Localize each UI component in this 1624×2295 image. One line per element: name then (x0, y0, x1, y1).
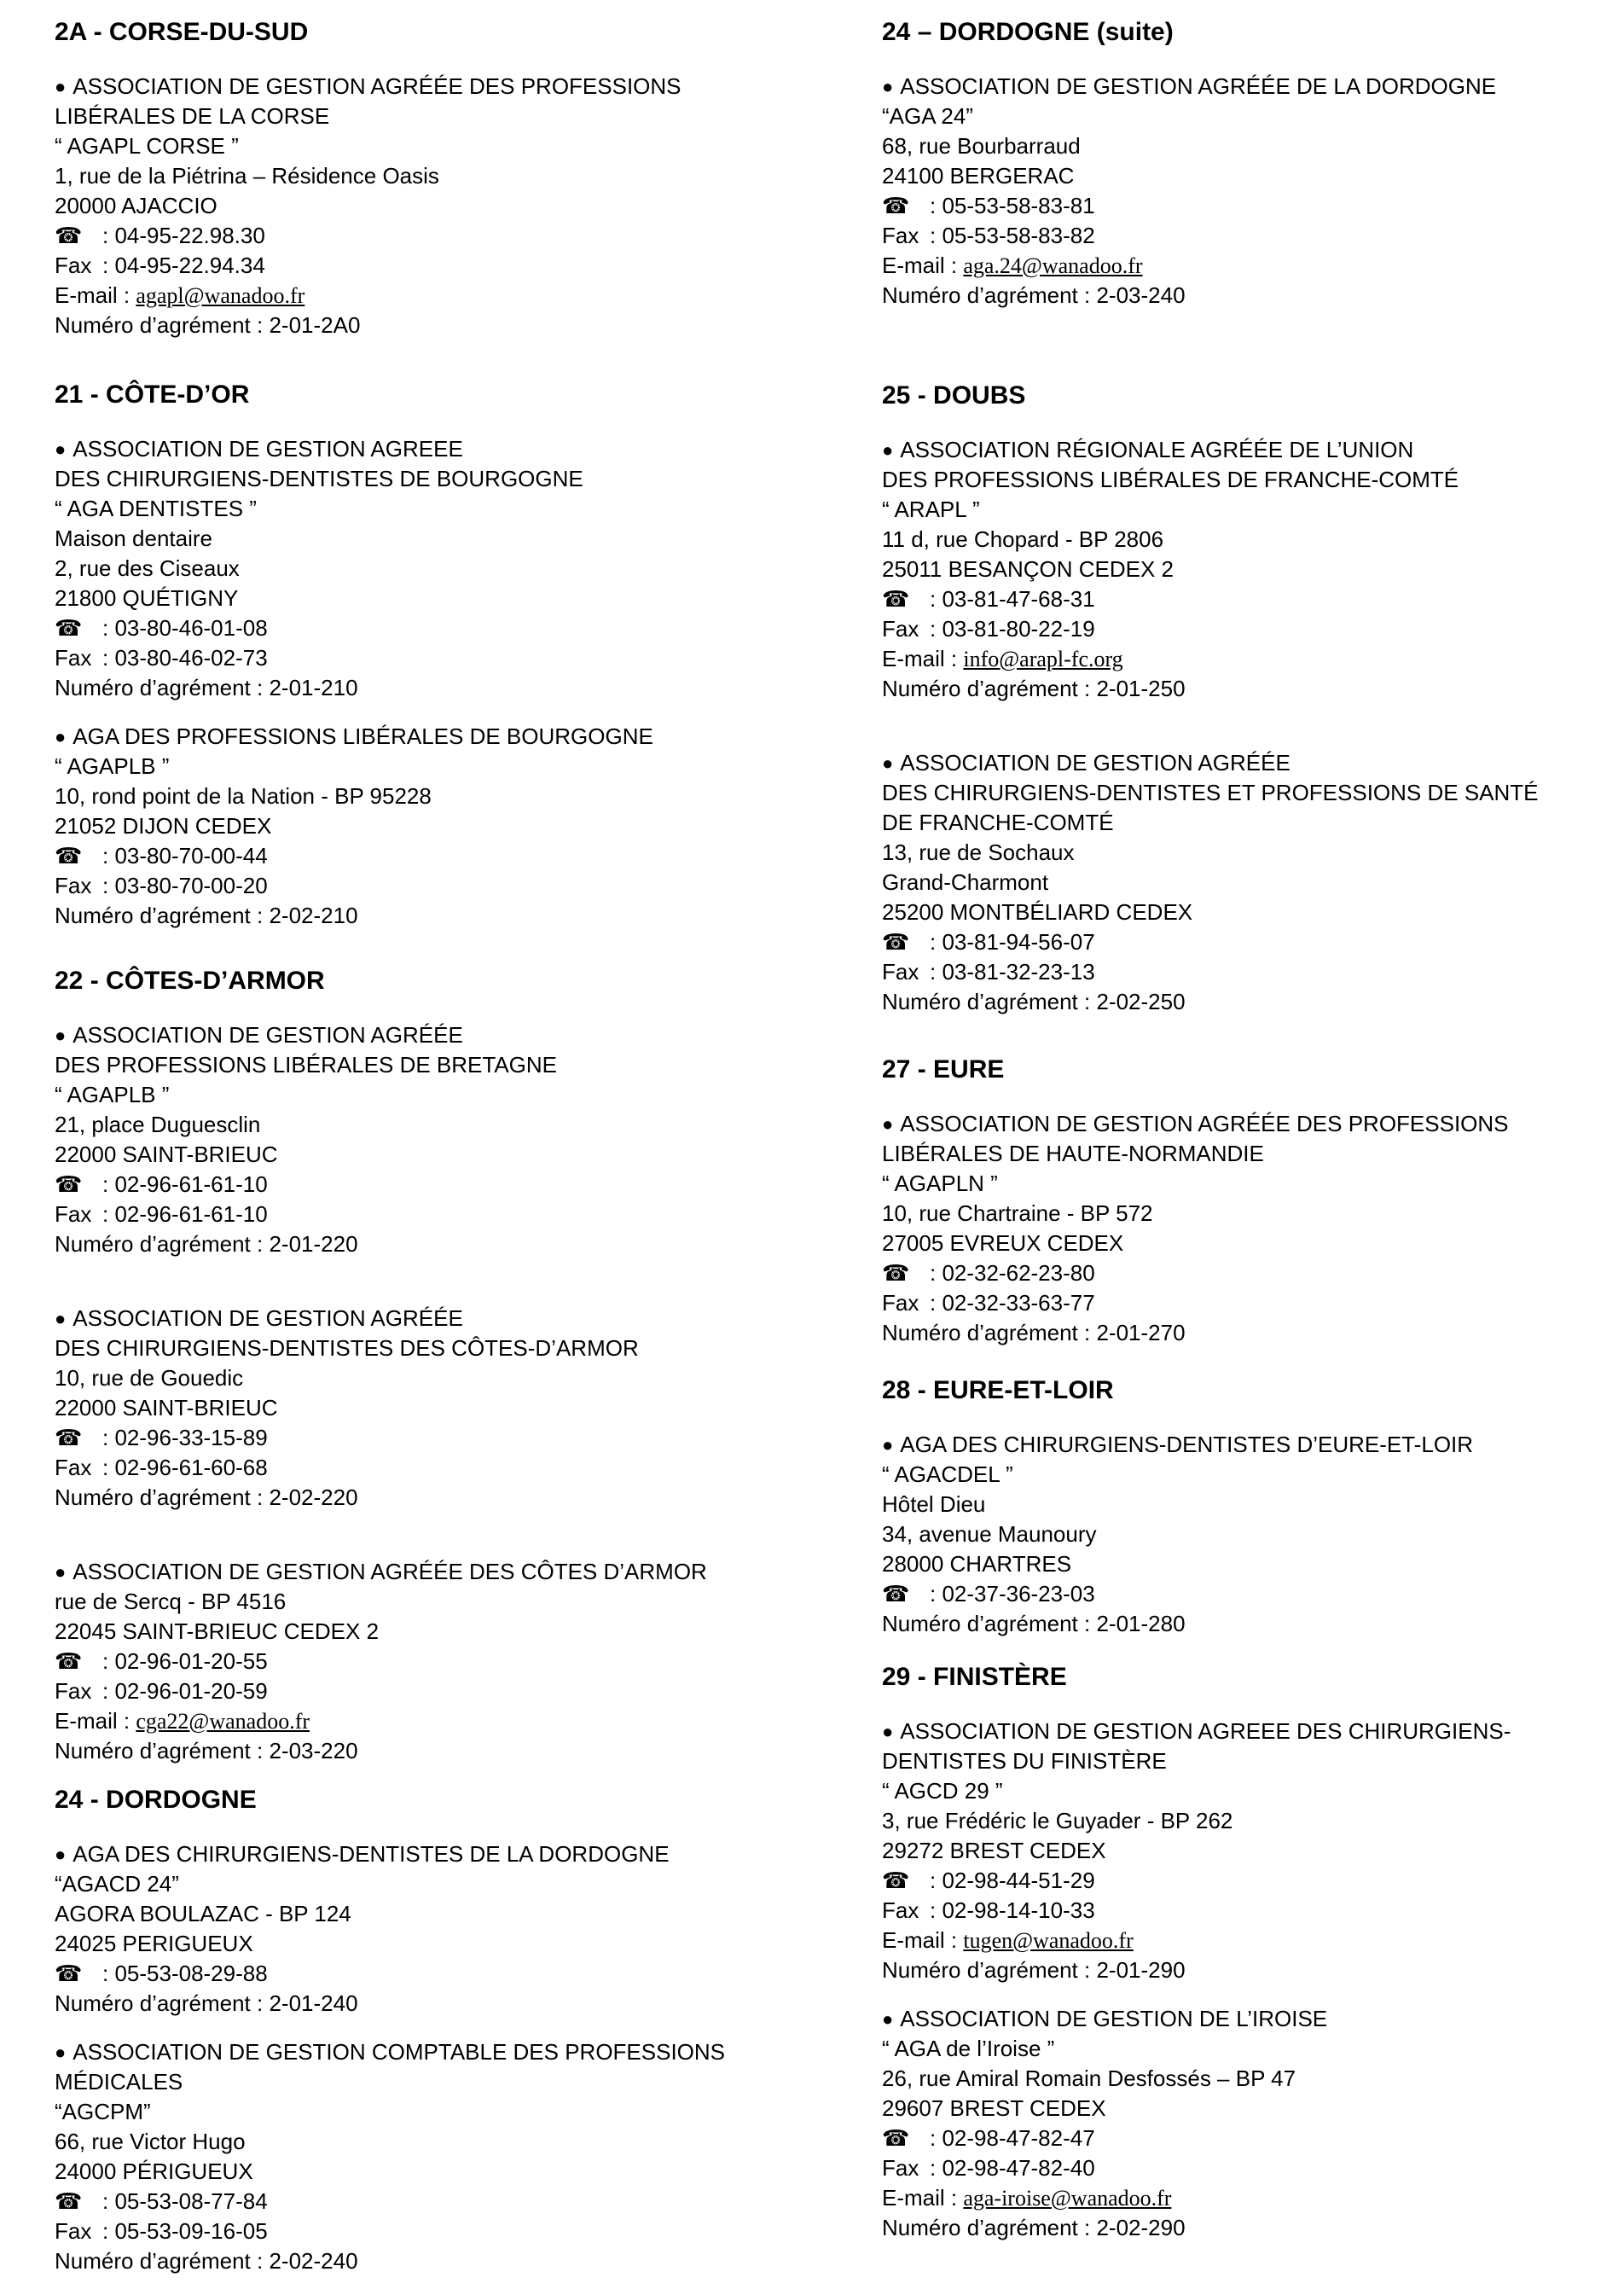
approval-number: 2-01-210 (269, 675, 358, 700)
approval-number: 2-01-280 (1096, 1611, 1186, 1636)
association-name-line: ● AGA DES PROFESSIONS LIBÉRALES DE BOURGOGNE (55, 722, 822, 752)
fax-number: : 05-53-09-16-05 (102, 2218, 268, 2244)
phone-icon: ☎ (55, 1961, 83, 1986)
fax-number: : 03-81-32-23-13 (930, 959, 1095, 985)
association-name-line: ● ASSOCIATION DE GESTION AGRÉÉE DES PROFESSIONS (55, 72, 822, 102)
phone-number: : 02-96-61-61-10 (102, 1171, 268, 1197)
phone-icon: ☎ (882, 1260, 910, 1286)
section-title: 21 - CÔTE-D’OR (55, 381, 250, 409)
entry-line: 2, rue des Ciseaux (55, 555, 240, 581)
association-name-line: ● ASSOCIATION DE GESTION AGREEE DES CHIRURGIENS- (882, 1717, 1615, 1746)
phone-number: : 03-80-70-00-44 (102, 843, 268, 869)
fax-number: : 03-80-46-02-73 (102, 645, 268, 671)
approval-number: 2-02-250 (1096, 989, 1186, 1014)
association-name-line: ● ASSOCIATION DE GESTION DE L’IROISE (882, 2004, 1615, 2034)
fax-row (55, 871, 822, 901)
entry-line: DE FRANCHE-COMTÉ (882, 810, 1114, 835)
fax-label: Fax (55, 1455, 92, 1480)
phone-icon: ☎ (55, 843, 83, 869)
entry-line: rue de Sercq - BP 4516 (55, 1589, 287, 1614)
entry-line: 24100 BERGERAC (882, 163, 1075, 189)
email-link[interactable]: tugen@wanadoo.fr (963, 1928, 1134, 1953)
entry-line: “ AGACDEL ” (882, 1461, 1013, 1487)
association-name-line: ● ASSOCIATION DE GESTION COMPTABLE DES PROFESSIONS (55, 2037, 822, 2067)
email-link[interactable]: aga.24@wanadoo.fr (963, 253, 1143, 278)
section-title: 24 – DORDOGNE (suite) (882, 18, 1174, 46)
fax-label: Fax (55, 1201, 92, 1227)
fax-label: Fax (882, 1290, 919, 1316)
entry-line: DES CHIRURGIENS-DENTISTES DE BOURGOGNE (55, 466, 583, 491)
approval-number: 2-01-240 (269, 1990, 358, 2016)
phone-icon: ☎ (55, 1425, 83, 1450)
association-entry (55, 722, 822, 931)
fax-row (55, 643, 822, 673)
section-27 (882, 1055, 1615, 1367)
fax-number: : 02-32-33-63-77 (930, 1290, 1095, 1316)
phone-icon: ☎ (55, 2188, 83, 2214)
entry-line: 66, rue Victor Hugo (55, 2129, 246, 2154)
phone-number: : 02-37-36-23-03 (930, 1581, 1095, 1606)
entry-line: 10, rue de Gouedic (55, 1365, 244, 1391)
entry-line: Grand-Charmont (882, 869, 1049, 895)
entry-line: 25011 BESANÇON CEDEX 2 (882, 556, 1174, 582)
fax-number: : 02-96-61-60-68 (102, 1455, 268, 1480)
approval-row: Numéro d’agrément : 2-01-270 (882, 1320, 1186, 1345)
approval-number: 2-02-240 (269, 2248, 358, 2274)
phone-icon: ☎ (55, 223, 83, 248)
phone-icon: ☎ (882, 193, 910, 218)
email-link[interactable]: aga-iroise@wanadoo.fr (963, 2186, 1172, 2211)
entry-line: 24025 PERIGUEUX (55, 1931, 253, 1956)
phone-icon: ☎ (882, 929, 910, 955)
entry-line: LIBÉRALES DE HAUTE-NORMANDIE (882, 1141, 1264, 1166)
approval-number: 2-01-270 (1096, 1320, 1186, 1345)
fax-number: : 02-96-01-20-59 (102, 1678, 268, 1704)
phone-number: : 05-53-58-83-81 (930, 193, 1095, 218)
entry-line: 20000 AJACCIO (55, 193, 218, 218)
email-link[interactable]: agapl@wanadoo.fr (136, 283, 305, 308)
fax-label: Fax (55, 645, 92, 671)
association-name-line: ● AGA DES CHIRURGIENS-DENTISTES D’EURE-ET-LOIR (882, 1430, 1615, 1460)
phone-number: : 04-95-22.98.30 (102, 223, 265, 248)
bullet-icon: ● (882, 1113, 894, 1135)
phone-number: : 02-98-47-82-47 (930, 2125, 1095, 2151)
fax-number: : 02-96-61-61-10 (102, 1201, 268, 1227)
fax-row (882, 2153, 1615, 2183)
fax-number: : 02-98-47-82-40 (930, 2155, 1095, 2181)
fax-row (882, 1896, 1615, 1926)
association-name-line: ● ASSOCIATION DE GESTION AGRÉÉE (55, 1020, 822, 1050)
approval-number: 2-01-290 (1096, 1957, 1186, 1983)
phone-number: : 03-80-46-01-08 (102, 615, 268, 641)
phone-row (55, 221, 822, 251)
section-title: 22 - CÔTES-D’ARMOR (55, 967, 325, 995)
email-link[interactable]: cga22@wanadoo.fr (136, 1709, 310, 1734)
fax-label: Fax (882, 959, 919, 985)
association-name-line: ● ASSOCIATION DE GESTION AGRÉÉE DES PROFESSIONS (882, 1109, 1615, 1139)
phone-row (882, 2124, 1615, 2153)
association-entry (55, 1020, 822, 1259)
entry-line: DES CHIRURGIENS-DENTISTES ET PROFESSIONS DE SANTÉ (882, 780, 1539, 805)
bullet-icon: ● (55, 76, 67, 97)
fax-row (55, 2217, 822, 2246)
phone-row (55, 613, 822, 643)
association-entry (55, 2037, 822, 2276)
section-28 (882, 1375, 1615, 1658)
association-entry (55, 1304, 822, 1513)
approval-number: 2-01-2A0 (269, 312, 361, 338)
approval-row: Numéro d’agrément : 2-02-240 (55, 2248, 358, 2274)
phone-icon: ☎ (55, 1171, 83, 1197)
section-24 (55, 1785, 822, 2295)
association-entry (55, 72, 822, 340)
entry-line: 27005 EVREUX CEDEX (882, 1230, 1124, 1256)
phone-icon: ☎ (882, 1581, 910, 1606)
approval-row: Numéro d’agrément : 2-01-280 (882, 1611, 1186, 1636)
entry-line: 11 d, rue Chopard - BP 2806 (882, 526, 1164, 552)
entry-line: 34, avenue Maunoury (882, 1521, 1097, 1547)
association-entry (882, 1717, 1615, 1985)
fax-row (882, 1288, 1615, 1318)
entry-line: “ AGCD 29 ” (882, 1778, 1003, 1804)
entry-line: 21800 QUÉTIGNY (55, 585, 239, 611)
phone-number: : 02-96-01-20-55 (102, 1648, 268, 1674)
fax-label: Fax (882, 1897, 919, 1923)
association-entry (882, 435, 1615, 704)
association-name-line: ● ASSOCIATION DE GESTION AGRÉÉE (55, 1304, 822, 1333)
phone-row (882, 191, 1615, 221)
section-24-suite (882, 17, 1615, 329)
approval-number: 2-02-220 (269, 1484, 358, 1510)
section-title: 25 - DOUBS (882, 381, 1026, 410)
phone-number: : 03-81-94-56-07 (930, 929, 1095, 955)
phone-icon: ☎ (55, 615, 83, 641)
bullet-icon: ● (55, 1844, 67, 1865)
section-title: 2A - CORSE-DU-SUD (55, 18, 309, 46)
fax-row (882, 221, 1615, 251)
phone-row (55, 841, 822, 871)
email-row: E-mail : aga-iroise@wanadoo.fr (882, 2185, 1172, 2211)
section-29 (882, 1662, 1615, 2262)
entry-line: 22045 SAINT-BRIEUC CEDEX 2 (55, 1618, 380, 1644)
entry-line: 10, rond point de la Nation - BP 95228 (55, 783, 432, 809)
approval-row: Numéro d’agrément : 2-02-220 (55, 1484, 358, 1510)
bullet-icon: ● (55, 1561, 67, 1583)
phone-row (55, 1647, 822, 1676)
approval-number: 2-02-290 (1096, 2215, 1186, 2240)
approval-number: 2-03-220 (269, 1738, 358, 1763)
fax-label: Fax (55, 1678, 92, 1704)
entry-line: “ AGA de l’Iroise ” (882, 2036, 1055, 2061)
phone-row (882, 584, 1615, 614)
bullet-icon: ● (55, 439, 67, 460)
bullet-icon: ● (55, 1308, 67, 1329)
approval-row: Numéro d’agrément : 2-01-290 (882, 1957, 1186, 1983)
association-entry (55, 434, 822, 703)
email-link[interactable]: info@arapl-fc.org (963, 647, 1123, 671)
entry-line: MÉDICALES (55, 2069, 183, 2095)
fax-label: Fax (55, 873, 92, 898)
fax-number: : 05-53-58-83-82 (930, 223, 1095, 248)
fax-row (882, 614, 1615, 644)
entry-line: 13, rue de Sochaux (882, 840, 1075, 865)
approval-number: 2-03-240 (1096, 282, 1186, 308)
section-22 (55, 966, 822, 1785)
fax-row (882, 957, 1615, 987)
bullet-icon: ● (882, 76, 894, 97)
bullet-icon: ● (882, 439, 894, 461)
fax-row (55, 1453, 822, 1483)
entry-line: DES PROFESSIONS LIBÉRALES DE FRANCHE-COMTÉ (882, 467, 1459, 492)
section-21 (55, 380, 822, 950)
entry-line: 68, rue Bourbarraud (882, 133, 1081, 159)
bullet-icon: ● (55, 1025, 67, 1046)
entry-line: 22000 SAINT-BRIEUC (55, 1395, 278, 1421)
entry-line: “AGCPM” (55, 2099, 151, 2124)
entry-line: “AGACD 24” (55, 1871, 179, 1897)
entry-line: 10, rue Chartraine - BP 572 (882, 1200, 1153, 1226)
fax-number: : 04-95-22.94.34 (102, 253, 265, 278)
entry-line: 22000 SAINT-BRIEUC (55, 1142, 278, 1167)
entry-line: DES CHIRURGIENS-DENTISTES DES CÔTES-D’ARMOR (55, 1335, 639, 1361)
fax-row (55, 251, 822, 281)
section-25 (882, 381, 1615, 1036)
entry-line: “ AGA DENTISTES ” (55, 496, 257, 521)
fax-number: : 02-98-14-10-33 (930, 1897, 1095, 1923)
phone-row (882, 1866, 1615, 1896)
bullet-icon: ● (882, 1721, 894, 1742)
association-name-line: ● AGA DES CHIRURGIENS-DENTISTES DE LA DORDOGNE (55, 1839, 822, 1869)
entry-line: LIBÉRALES DE LA CORSE (55, 103, 330, 129)
email-row: E-mail : agapl@wanadoo.fr (55, 282, 305, 308)
entry-line: “AGA 24” (882, 103, 973, 129)
fax-label: Fax (55, 253, 92, 278)
association-entry (882, 72, 1615, 311)
fax-number: : 03-80-70-00-20 (102, 873, 268, 898)
approval-row: Numéro d’agrément : 2-01-210 (55, 675, 358, 700)
fax-number: : 03-81-80-22-19 (930, 616, 1095, 642)
association-name-line: ● ASSOCIATION DE GESTION AGRÉÉE DE LA DORDOGNE (882, 72, 1615, 102)
phone-number: : 05-53-08-29-88 (102, 1961, 268, 1986)
association-entry (55, 1839, 822, 2019)
fax-label: Fax (882, 616, 919, 642)
approval-row: Numéro d’agrément : 2-02-210 (55, 903, 358, 928)
approval-number: 2-01-250 (1096, 676, 1186, 701)
entry-line: “ ARAPL ” (882, 497, 980, 522)
entry-line: DENTISTES DU FINISTÈRE (882, 1748, 1167, 1774)
phone-number: : 02-32-62-23-80 (930, 1260, 1095, 1286)
phone-icon: ☎ (882, 586, 910, 612)
approval-number: 2-01-220 (269, 1231, 358, 1257)
approval-row: Numéro d’agrément : 2-01-220 (55, 1231, 358, 1257)
phone-row (55, 1423, 822, 1453)
phone-number: : 05-53-08-77-84 (102, 2188, 268, 2214)
phone-icon: ☎ (882, 1868, 910, 1893)
fax-label: Fax (882, 2155, 919, 2181)
phone-number: : 02-98-44-51-29 (930, 1868, 1095, 1893)
phone-icon: ☎ (882, 2125, 910, 2151)
section-title: 29 - FINISTÈRE (882, 1663, 1067, 1691)
phone-icon: ☎ (55, 1648, 83, 1674)
entry-line: 28000 CHARTRES (882, 1551, 1072, 1577)
phone-row (55, 1170, 822, 1200)
bullet-icon: ● (882, 1434, 894, 1455)
bullet-icon: ● (55, 2042, 67, 2063)
phone-row (882, 1258, 1615, 1288)
approval-row: Numéro d’agrément : 2-01-240 (55, 1990, 358, 2016)
section-title: 28 - EURE-ET-LOIR (882, 1376, 1114, 1404)
section-title: 24 - DORDOGNE (55, 1786, 257, 1814)
association-entry (882, 748, 1615, 1017)
entry-line: 21, place Duguesclin (55, 1112, 261, 1137)
entry-line: 3, rue Frédéric le Guyader - BP 262 (882, 1808, 1233, 1833)
email-row: E-mail : aga.24@wanadoo.fr (882, 253, 1143, 278)
entry-line: DES PROFESSIONS LIBÉRALES DE BRETAGNE (55, 1052, 558, 1078)
association-entry (882, 1430, 1615, 1639)
approval-row: Numéro d’agrément : 2-02-250 (882, 989, 1186, 1014)
fax-row (55, 1200, 822, 1229)
association-name-line: ● ASSOCIATION DE GESTION AGREEE (55, 434, 822, 464)
association-name-line: ● ASSOCIATION DE GESTION AGRÉÉE (882, 748, 1615, 778)
bullet-icon: ● (882, 2008, 894, 2030)
email-row: E-mail : info@arapl-fc.org (882, 646, 1123, 671)
association-entry (882, 1109, 1615, 1348)
approval-row: Numéro d’agrément : 2-03-220 (55, 1738, 358, 1763)
phone-number: : 03-81-47-68-31 (930, 586, 1095, 612)
approval-number: 2-02-210 (269, 903, 358, 928)
fax-label: Fax (55, 2218, 92, 2244)
approval-row: Numéro d’agrément : 2-03-240 (882, 282, 1186, 308)
association-name-line: ● ASSOCIATION DE GESTION AGRÉÉE DES CÔTES D’ARMOR (55, 1557, 822, 1587)
approval-row: Numéro d’agrément : 2-01-2A0 (55, 312, 361, 338)
entry-line: “ AGAPLB ” (55, 753, 170, 779)
approval-row: Numéro d’agrément : 2-01-250 (882, 676, 1186, 701)
phone-row (55, 1959, 822, 1989)
entry-line: Maison dentaire (55, 526, 212, 551)
fax-label: Fax (882, 223, 919, 248)
entry-line: 21052 DIJON CEDEX (55, 813, 272, 839)
association-entry (882, 2004, 1615, 2243)
entry-line: “ AGAPL CORSE ” (55, 133, 239, 159)
entry-line: 29607 BREST CEDEX (882, 2095, 1106, 2121)
association-entry (55, 1557, 822, 1766)
entry-line: “ AGAPLN ” (882, 1171, 998, 1196)
phone-row (882, 927, 1615, 957)
section-title: 27 - EURE (882, 1055, 1005, 1084)
fax-row (55, 1676, 822, 1706)
bullet-icon: ● (882, 752, 894, 774)
entry-line: 29272 BREST CEDEX (882, 1838, 1106, 1863)
phone-row (55, 2187, 822, 2217)
entry-line: 26, rue Amiral Romain Desfossés – BP 47 (882, 2066, 1296, 2091)
approval-row: Numéro d’agrément : 2-02-290 (882, 2215, 1186, 2240)
entry-line: 1, rue de la Piétrina – Résidence Oasis (55, 163, 439, 189)
entry-line: 24000 PÉRIGUEUX (55, 2158, 253, 2184)
entry-line: “ AGAPLB ” (55, 1082, 170, 1107)
email-row: E-mail : tugen@wanadoo.fr (882, 1927, 1134, 1953)
phone-row (882, 1579, 1615, 1609)
entry-line: 25200 MONTBÉLIARD CEDEX (882, 899, 1193, 925)
phone-number: : 02-96-33-15-89 (102, 1425, 268, 1450)
entry-line: AGORA BOULAZAC - BP 124 (55, 1901, 351, 1926)
section-2a (55, 17, 822, 359)
entry-line: Hôtel Dieu (882, 1491, 986, 1517)
association-name-line: ● ASSOCIATION RÉGIONALE AGRÉÉE DE L’UNION (882, 435, 1615, 465)
email-row: E-mail : cga22@wanadoo.fr (55, 1708, 310, 1734)
bullet-icon: ● (55, 726, 67, 747)
